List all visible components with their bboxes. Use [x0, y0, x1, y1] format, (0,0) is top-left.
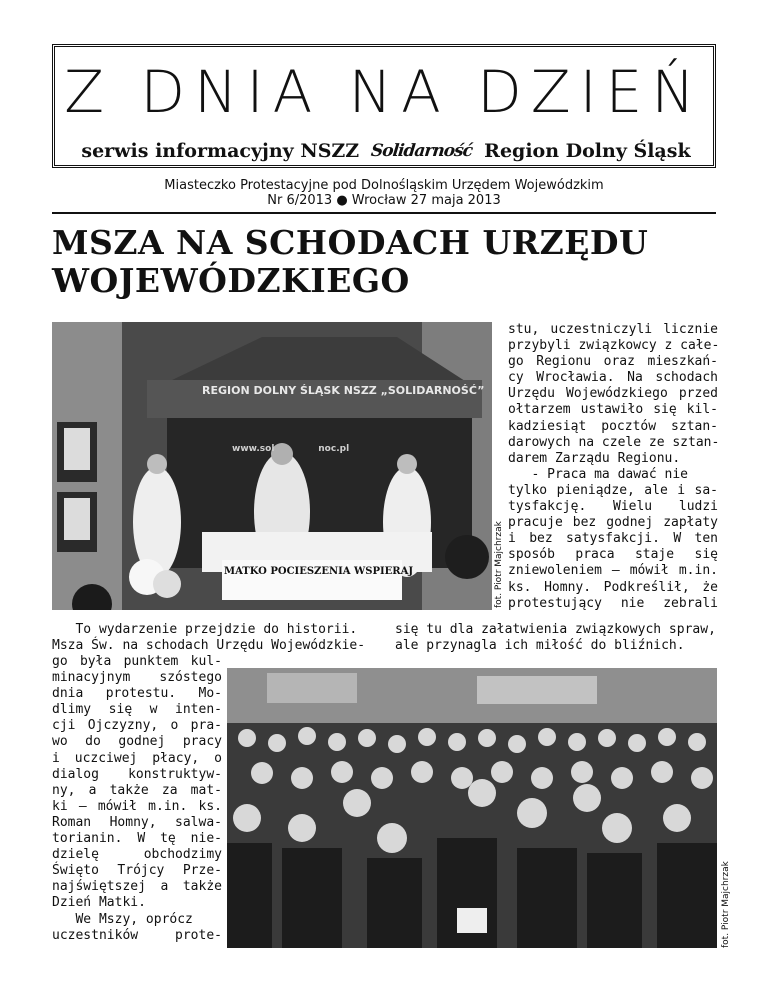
text-line: i bez satysfakcji. W ten [508, 531, 718, 547]
text-line: darem Zarządu Regionu. [508, 450, 681, 466]
info-line-issue: Nr 6/2013 ● Wrocław 27 maja 2013 [267, 193, 501, 208]
subtitle-left: serwis informacyjny NSZZ [81, 140, 360, 162]
text-line: We Mszy, oprócz [52, 911, 193, 927]
text-line: przybyli związkowcy z całe- [508, 338, 720, 354]
headline-line: MSZA NA SCHODACH URZĘDU [52, 223, 649, 262]
text-line: cji Ojczyzny, o pra- [52, 718, 222, 734]
article-column-left [52, 654, 222, 944]
text-line: dlimy się w inten- [52, 702, 222, 718]
photo-credit: fot. Piotr Majchrzak [721, 861, 731, 948]
text-line: Msza Św. na schodach Urzędu Wojewódzkie- [52, 638, 366, 654]
newsletter-title: Z DNIA NA DZIEŃ [64, 58, 704, 126]
text-line: go była punktem kul- [52, 654, 222, 669]
text-line: zniewoleniem – mówił m.in. [508, 563, 718, 579]
article-lead [52, 622, 365, 654]
text-line: dzielę obchodzimy [52, 847, 222, 863]
text-line: protestujący nie zebrali [508, 595, 718, 611]
subtitle-right: Region Dolny Śląsk [484, 140, 691, 162]
text-line: tylko pieniądze, ale i sa- [508, 482, 718, 498]
text-line: najświętszej a także [52, 879, 222, 895]
text-line: - Praca ma dawać nie [508, 466, 689, 482]
text-line: i uczciwej płacy, o [52, 750, 222, 766]
text-line: minacyjnym szóstego [52, 670, 222, 686]
text-line: ks. Homny. Podkreślił, że [508, 579, 718, 595]
altar-banner-text: MATKO POCIESZENIA WSPIERAJ [224, 566, 414, 577]
headline-line: WOJEWÓDZKIEGO [52, 261, 410, 300]
masthead [52, 44, 716, 168]
header-divider [52, 212, 716, 214]
text-line: się tu dla załatwienia związkowych spraw, [395, 622, 716, 637]
text-line: uczestników prote- [52, 927, 222, 943]
text-line: ki – mówił m.in. ks. [52, 798, 222, 814]
text-line: Urzędu Wojewódzkiego przed [508, 386, 718, 402]
article-headline [52, 224, 732, 300]
tent-web-address: www.sol noc.pl [232, 444, 350, 454]
crowd-photo [227, 668, 717, 948]
text-line: To wydarzenie przejdzie do historii. [52, 622, 358, 637]
info-line-location: Miasteczko Protestacyjne pod Dolnośląskim Urzędem Wojewódzkim [164, 178, 604, 193]
text-line: torianin. W tę nie- [52, 831, 222, 847]
photo-credit: fot. Piotr Majchrzak [494, 521, 504, 608]
article-column-right [508, 322, 718, 612]
text-line: ołtarzem ustawiło się kil- [508, 402, 718, 418]
text-line: stu, uczestniczyli licznie [508, 322, 718, 337]
text-line: tysfakcję. Wielu ludzi [508, 499, 718, 515]
text-line: pracuje bez godnej zapłaty [508, 515, 718, 531]
text-line: darowych na czele ze sztan- [508, 434, 720, 450]
solidarnosc-logo: Solidarność [370, 141, 474, 161]
text-line: sposób praca staje się [508, 547, 718, 563]
masthead-subtitle [69, 139, 703, 163]
text-line: Święto Trójcy Prze- [52, 863, 222, 879]
text-line: Roman Homny, salwa- [52, 814, 222, 830]
text-line: ale przynagla ich miłość do bliźnich. [395, 638, 685, 654]
altar-photo [52, 322, 492, 610]
text-line: kadziesiąt pocztów sztan- [508, 418, 718, 434]
text-line: dialog konstruktyw- [52, 766, 222, 782]
text-line: ny, a także za mat- [52, 782, 222, 798]
text-line: go Regionu oraz mieszkań- [508, 354, 718, 370]
tent-banner-text: REGION DOLNY ŚLĄSK NSZZ „SOLIDARNOŚĆ” [202, 384, 485, 397]
text-line: dnia protestu. Mo- [52, 686, 222, 702]
text-line: Dzień Matki. [52, 895, 146, 911]
text-line: cy Wrocławia. Na schodach [508, 370, 718, 386]
text-line: wo do godnej pracy [52, 734, 222, 750]
article-continuation [395, 622, 716, 654]
